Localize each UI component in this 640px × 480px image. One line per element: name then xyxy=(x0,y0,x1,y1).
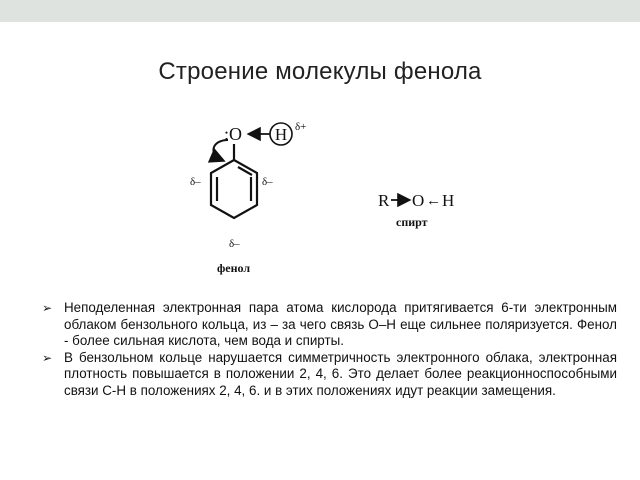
bullet-list xyxy=(42,300,617,399)
delta-minus-left: δ– xyxy=(190,176,201,188)
benzene-ring xyxy=(211,160,257,218)
delta-minus-bottom: δ– xyxy=(229,238,240,250)
o-h-arrow-glyph: ← xyxy=(426,193,441,209)
phenol-name: фенол xyxy=(217,261,251,275)
phenol-hydrogen-label: H xyxy=(274,125,288,144)
alcohol-name: спирт xyxy=(396,215,428,229)
bullet-item xyxy=(42,300,617,350)
slide-title: Строение молекулы фенола xyxy=(158,58,482,85)
bullet-text: Неподеленная электронная пара атома кислорода притягивается 6-ти электронным облаком бензольного кольца, из – за чего связь О–Н еще сильнее поляризуется. Фенол - более сильная кислота, чем вода и спирты. xyxy=(64,300,617,348)
delta-plus-label: δ+ xyxy=(295,121,307,133)
arrow-bullet-icon: ➢ xyxy=(42,350,53,365)
alcohol-h-label: H xyxy=(442,191,455,210)
bullet-text: В бензольном кольце нарушается симметричность электронного облака, электронная плотность повышается в положении 2, 4, 6. Это делает более реакционноспособными связи С-Н в положениях 2, 4, 6. и в этих положениях идут реакции замещения. xyxy=(64,349,617,398)
phenol-oxygen-label: :O xyxy=(224,124,242,144)
diagram-svg xyxy=(170,110,490,290)
top-band xyxy=(0,0,640,22)
alcohol-r-label: R xyxy=(378,191,390,210)
alcohol-o-label: O xyxy=(412,191,425,210)
delta-minus-right: δ– xyxy=(262,176,273,188)
arrow-bullet-icon: ➢ xyxy=(42,301,53,315)
bullet-item xyxy=(42,350,617,400)
structure-diagram xyxy=(170,110,490,290)
